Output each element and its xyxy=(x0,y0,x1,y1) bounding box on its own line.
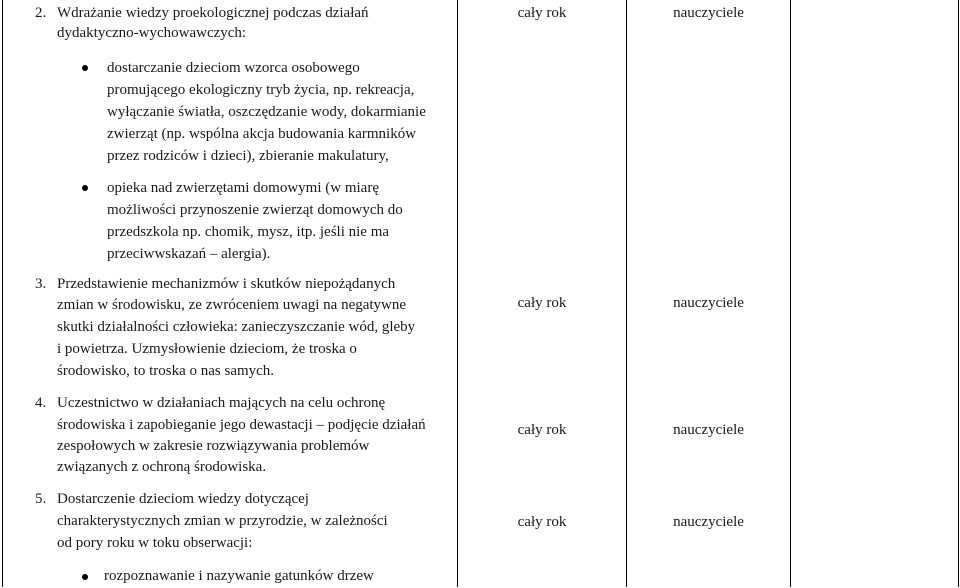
bullet-text-line: przedszkola np. chomik, mysz, itp. jeśli nie ma xyxy=(107,224,390,240)
item-text-line: skutki działalności człowieka: zanieczyszczanie wód, gleby xyxy=(57,319,416,335)
responsible-cell: nauczyciele xyxy=(673,514,744,530)
item-text-line: Wdrażanie wiedzy proekologicznej podczas działań xyxy=(57,5,369,21)
term-cell: cały rok xyxy=(517,422,567,438)
item-number: 5. xyxy=(35,491,47,507)
bullet-text-line: możliwości przynoszenie zwierząt domowych do xyxy=(107,202,403,218)
bullet-icon xyxy=(82,185,88,191)
bullet-text-line: zwierząt (np. wspólna akcja budowania karmników xyxy=(107,126,417,142)
item-number: 3. xyxy=(35,276,47,292)
bullet-text-line: przeciwwskazań – alergia). xyxy=(107,246,271,262)
item-text-line: Uczestnictwo w działaniach mających na celu ochronę xyxy=(57,395,386,411)
item-text-line: środowisko, to troska o nas samych. xyxy=(57,363,275,379)
table-border-left xyxy=(2,0,3,587)
item-number: 2. xyxy=(35,5,47,21)
responsible-cell: nauczyciele xyxy=(673,422,744,438)
item-text-line: Dostarczenie dzieciom wiedzy dotyczącej xyxy=(57,491,309,507)
item-text-line: dydaktyczno-wychowawczych: xyxy=(57,25,247,41)
item-text-line: od pory roku w toku obserwacji: xyxy=(57,535,253,551)
item-text-line: środowiska i zapobieganie jego dewastacji – podjęcie działań xyxy=(57,417,426,433)
bullet-icon xyxy=(82,574,88,580)
table-border-col3 xyxy=(790,0,791,587)
item-text-line: związanych z ochroną środowiska. xyxy=(57,459,267,475)
term-cell: cały rok xyxy=(517,514,567,530)
term-cell: cały rok xyxy=(517,5,567,21)
item-text-line: i powietrza. Uzmysłowienie dzieciom, że troska o xyxy=(57,341,357,357)
item-text-line: zespołowych w zakresie rozwiązywania problemów xyxy=(57,438,370,454)
item-text-line: Przedstawienie mechanizmów i skutków niepożądanych xyxy=(57,276,396,292)
responsible-cell: nauczyciele xyxy=(673,5,744,21)
bullet-text-line: przez rodziców i dzieci), zbieranie makulatury, xyxy=(107,148,389,164)
item-number: 4. xyxy=(35,395,47,411)
bullet-text-line: dostarczanie dzieciom wzorca osobowego xyxy=(107,60,360,76)
bullet-icon xyxy=(82,65,88,71)
item-text-line: zmian w środowisku, ze zwróceniem uwagi na negatywne xyxy=(57,297,407,313)
bullet-text-line: rozpoznawanie i nazywanie gatunków drzew xyxy=(104,568,374,584)
bullet-text-line: promującego ekologiczny tryb życia, np. rekreacja, xyxy=(107,82,415,98)
term-cell: cały rok xyxy=(517,295,567,311)
table-border-right xyxy=(958,0,959,587)
responsible-cell: nauczyciele xyxy=(673,295,744,311)
item-text-line: charakterystycznych zmian w przyrodzie, w zależności xyxy=(57,513,388,529)
bullet-text-line: opieka nad zwierzętami domowymi (w miarę xyxy=(107,180,379,196)
bullet-text-line: wyłączanie światła, oszczędzanie wody, dokarmianie xyxy=(107,104,426,120)
